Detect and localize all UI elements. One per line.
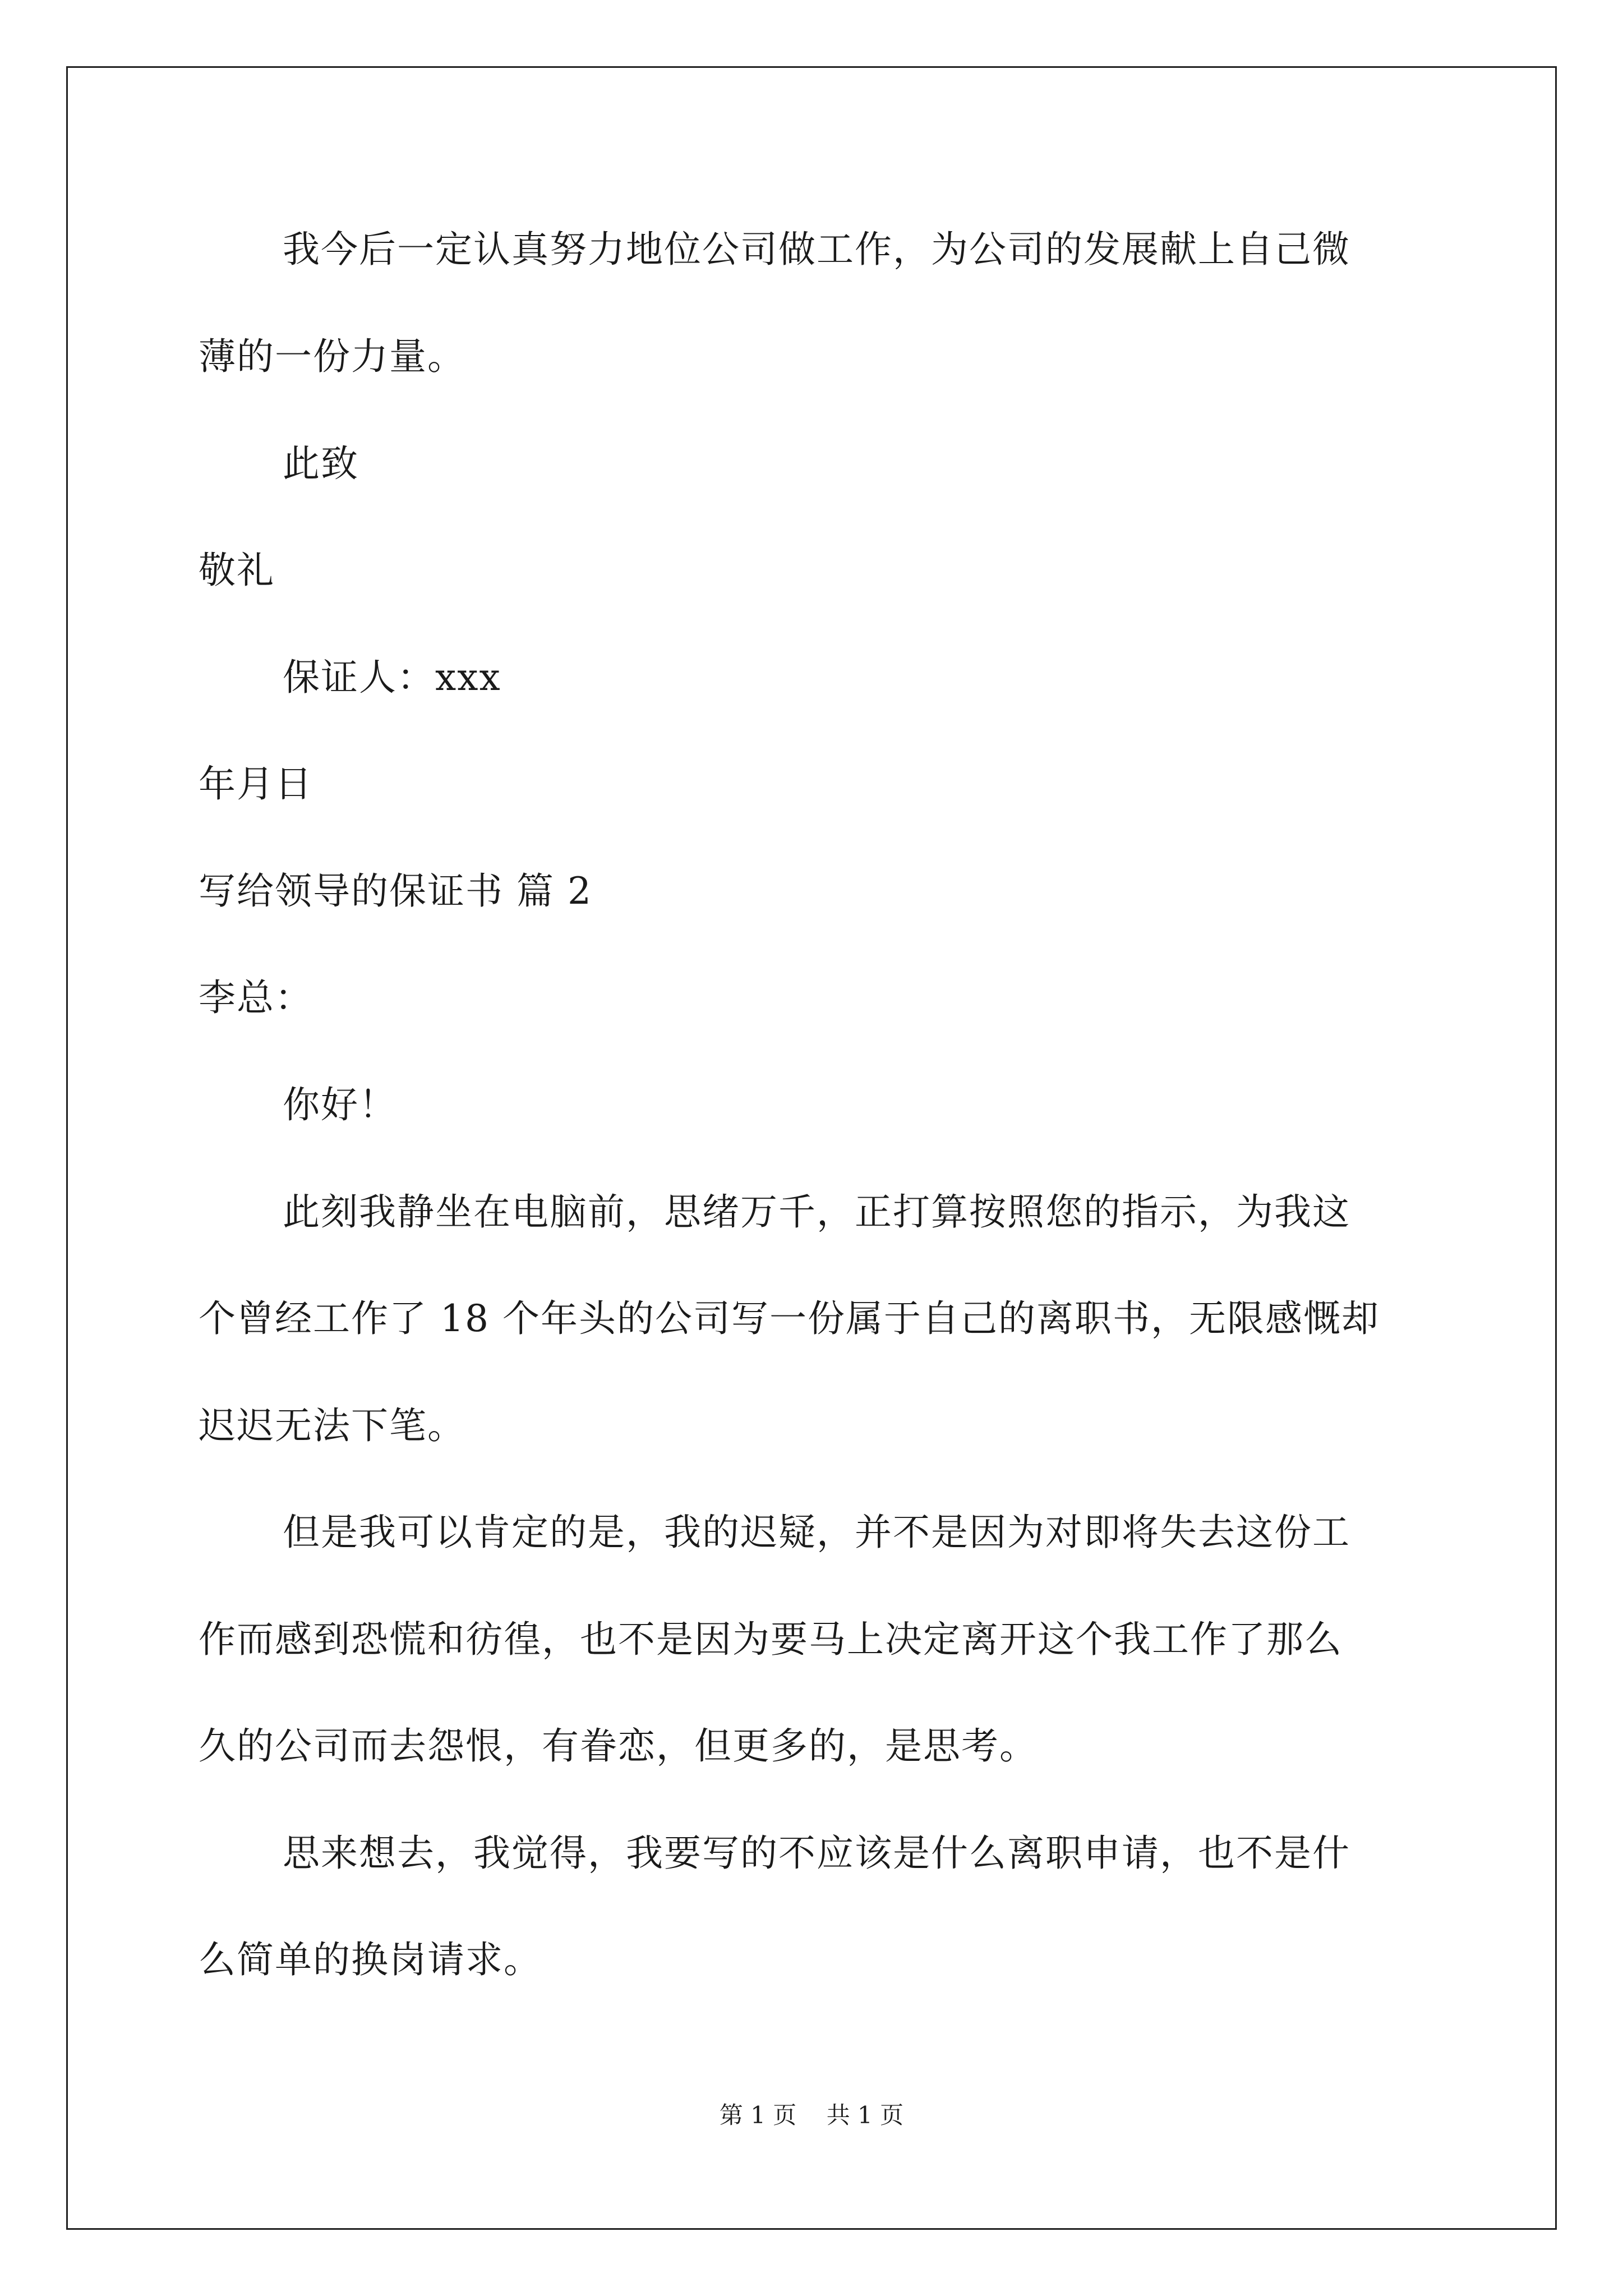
recipient-name: 李总： [199,976,313,1019]
page-border [66,66,1557,2230]
paragraph-1-line-2: 薄的一份力量。 [199,335,465,378]
paragraph-2-line-1: 此刻我静坐在电脑前，思绪万千，正打算按照您的指示，为我这 [283,1190,1350,1234]
page-number-footer: 第 1 页 共 1 页 [719,2101,904,2129]
closing-respect: 敬礼 [199,549,275,592]
paragraph-2-line-3: 迟迟无法下笔。 [199,1404,465,1447]
paragraph-4-line-1: 思来想去，我觉得，我要写的不应该是什么离职申请，也不是什 [283,1832,1350,1875]
paragraph-1-line-1: 我今后一定认真努力地位公司做工作，为公司的发展献上自己微 [283,228,1350,271]
paragraph-4-line-2: 么简单的换岗请求。 [199,1938,542,1981]
paragraph-2-line-2: 个曾经工作了 18 个年头的公司写一份属于自己的离职书，无限感慨却 [199,1297,1380,1340]
section-title: 写给领导的保证书 篇 2 [199,869,592,913]
closing-salutation: 此致 [283,442,359,485]
guarantor-signature: 保证人：xxx [283,656,501,699]
paragraph-3-line-1: 但是我可以肯定的是，我的迟疑，并不是因为对即将失去这份工 [283,1511,1350,1554]
paragraph-3-line-3: 久的公司而去怨恨，有眷恋，但更多的，是思考。 [199,1724,1038,1768]
date-line: 年月日 [199,762,313,806]
paragraph-3-line-2: 作而感到恐慌和彷徨，也不是因为要马上决定离开这个我工作了那么 [199,1618,1343,1661]
greeting: 你好！ [283,1083,397,1126]
